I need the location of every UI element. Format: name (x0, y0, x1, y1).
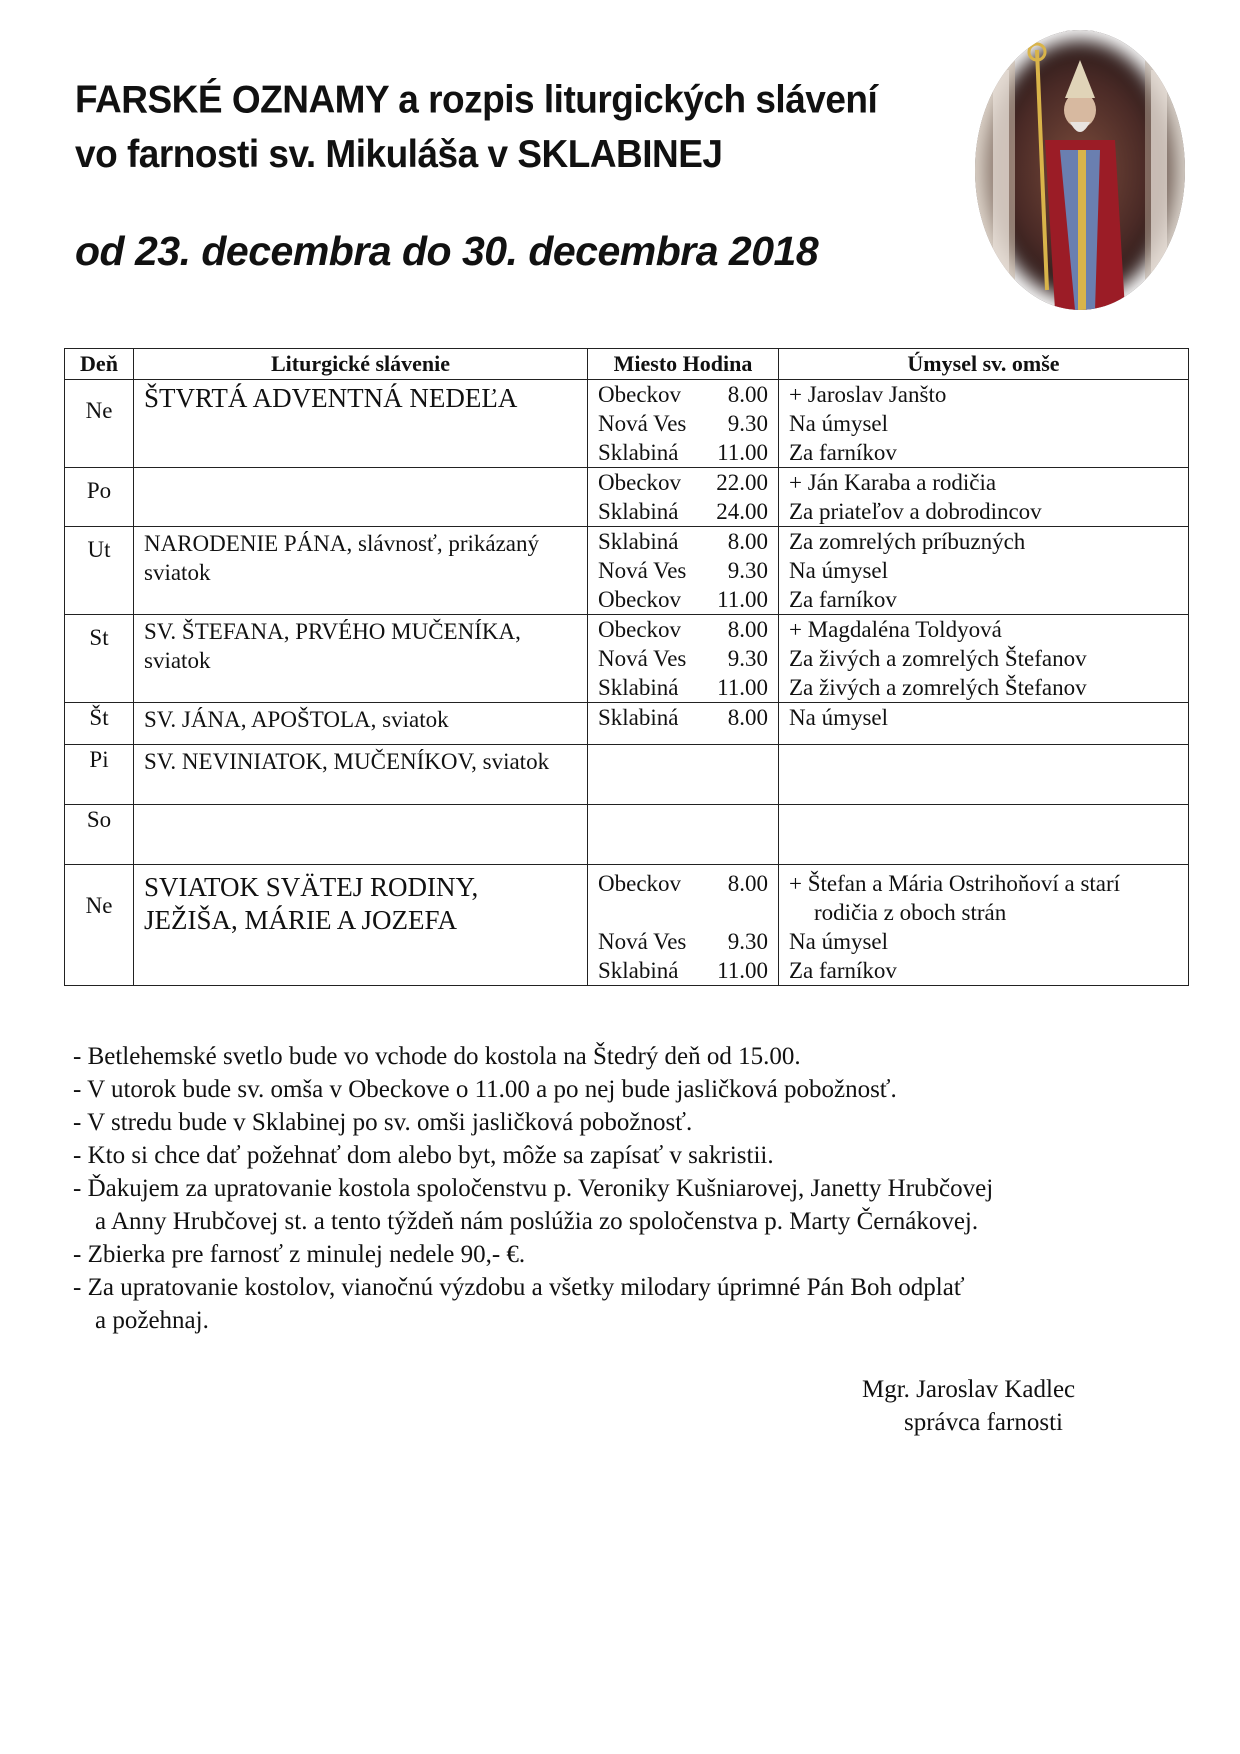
place: Sklabiná (598, 675, 679, 700)
page-title (75, 72, 975, 181)
place: Obeckov (598, 617, 682, 642)
place: Sklabiná (598, 499, 679, 524)
col-header-day: Deň (65, 349, 134, 380)
announcement-line: - V utorok bude sv. omša v Obeckove o 11.00 a po nej bude jasličková pobožnosť. (73, 1076, 897, 1103)
place: Nová Ves (598, 929, 687, 954)
table-row (65, 805, 1189, 865)
intention: + Jaroslav Janšto (789, 382, 947, 407)
table-header-row (65, 349, 1189, 380)
col-header-place-time: Miesto Hodina (588, 349, 779, 380)
intention-cell (779, 380, 1189, 468)
place: Obeckov (598, 871, 682, 896)
date-range: od 23. decembra do 30. decembra 2018 (75, 228, 819, 274)
time: 9.30 (727, 558, 768, 583)
title-line-1: FARSKÉ OZNAMY a rozpis liturgických slávení (75, 77, 878, 121)
place-cell (588, 615, 779, 703)
announcement-line: - Za upratovanie kostolov, vianočnú výzdobu a všetky milodary úprimné Pán Boh odplať (73, 1274, 965, 1301)
day-label: Ne (85, 893, 113, 918)
place: Nová Ves (598, 558, 687, 583)
celebration-cell (134, 865, 588, 986)
place-cell (588, 745, 779, 805)
announcement-line: - V stredu bude v Sklabinej po sv. omši jasličková pobožnosť. (73, 1109, 693, 1136)
day-label: Po (86, 478, 112, 503)
place: Nová Ves (598, 646, 687, 671)
announcement-line: - Kto si chce dať požehnať dom alebo byt, môže sa zapísať v sakristii. (73, 1142, 774, 1169)
intention: + Ján Karaba a rodičia (789, 470, 997, 495)
intention: Na úmysel (789, 929, 889, 954)
intention-cell (779, 615, 1189, 703)
day-cell (65, 380, 134, 468)
time: 11.00 (717, 587, 768, 612)
intention: Za živých a zomrelých Štefanov (789, 675, 1087, 700)
place: Sklabiná (598, 958, 679, 983)
day-label: Št (89, 705, 109, 730)
table-row (65, 615, 1189, 703)
day-cell (65, 615, 134, 703)
liturgy-schedule-table (64, 348, 1189, 986)
intention: Na úmysel (789, 558, 889, 583)
day-label: So (86, 807, 112, 832)
day-label: Pi (89, 747, 109, 772)
place-cell (588, 703, 779, 745)
celebration-line: SVIATOK SVÄTEJ RODINY, (144, 872, 479, 902)
time: 8.00 (727, 617, 768, 642)
celebration-cell: ŠTVRTÁ ADVENTNÁ NEDEĽA (134, 380, 588, 468)
day-cell (65, 745, 134, 805)
day-label: Ne (85, 398, 113, 423)
celebration-cell: SV. JÁNA, APOŠTOLA, sviatok (134, 703, 588, 745)
announcements (73, 1040, 1203, 1337)
day-cell (65, 527, 134, 615)
announcement-line: - Betlehemské svetlo bude vo vchode do kostola na Štedrý deň od 15.00. (73, 1043, 801, 1070)
intention: Za zomrelých príbuzných (789, 529, 1026, 554)
announcement-line: a Anny Hrubčovej st. a tento týždeň nám poslúžia zo spoločenstva p. Marty Černákovej. (95, 1208, 979, 1235)
time: 22.00 (716, 470, 768, 495)
place: Sklabiná (598, 440, 679, 465)
intention: Za farníkov (789, 958, 897, 983)
time: 24.00 (716, 499, 768, 524)
time: 11.00 (717, 675, 768, 700)
announcement-line: a požehnaj. (95, 1307, 209, 1334)
intention-cell (779, 745, 1189, 805)
time: 8.00 (727, 705, 768, 730)
statue-drawing (975, 30, 1185, 310)
place-cell (588, 805, 779, 865)
place: Nová Ves (598, 411, 687, 436)
place-cell (588, 865, 779, 986)
time: 9.30 (727, 646, 768, 671)
col-header-celebration: Liturgické slávenie (134, 349, 588, 380)
celebration-cell: SV. ŠTEFANA, PRVÉHO MUČENÍKA, sviatok (134, 615, 588, 703)
day-cell (65, 805, 134, 865)
title-line-2: vo farnosti sv. Mikuláša v SKLABINEJ (75, 132, 723, 176)
day-cell (65, 703, 134, 745)
celebration-line: JEŽIŠA, MÁRIE A JOZEFA (144, 905, 458, 935)
intention-cell (779, 468, 1189, 527)
table-row (65, 703, 1189, 745)
signature (862, 1373, 1202, 1439)
intention-cell (779, 527, 1189, 615)
celebration-cell (134, 805, 588, 865)
announcement-line: - Ďakujem za upratovanie kostola spoločenstvu p. Veroniky Kušniarovej, Janetty Hrubčovej (73, 1175, 994, 1202)
day-cell (65, 468, 134, 527)
intention: rodičia z oboch strán (814, 900, 1007, 925)
intention: Na úmysel (789, 411, 889, 436)
time: 8.00 (727, 871, 768, 896)
day-label: St (89, 625, 109, 650)
intention-cell (779, 703, 1189, 745)
signature-name: Mgr. Jaroslav Kadlec (862, 1376, 1076, 1403)
day-cell (65, 865, 134, 986)
time: 8.00 (727, 382, 768, 407)
intention: + Magdaléna Toldyová (789, 617, 1002, 642)
table-row (65, 527, 1189, 615)
intention: Za farníkov (789, 587, 897, 612)
time: 8.00 (727, 529, 768, 554)
place-cell (588, 468, 779, 527)
table-row (65, 468, 1189, 527)
day-label: Ut (87, 537, 111, 562)
table-row (65, 865, 1189, 986)
intention-cell (779, 865, 1189, 986)
place: Sklabiná (598, 705, 679, 730)
table-row (65, 380, 1189, 468)
place: Obeckov (598, 470, 682, 495)
intention: + Štefan a Mária Ostrihoňoví a starí (789, 871, 1121, 896)
time: 11.00 (717, 958, 768, 983)
time: 11.00 (717, 440, 768, 465)
intention-cell (779, 805, 1189, 865)
celebration-cell: SV. NEVINIATOK, MUČENÍKOV, sviatok (134, 745, 588, 805)
time: 9.30 (727, 411, 768, 436)
saint-nicholas-statue-icon (975, 30, 1185, 310)
place: Obeckov (598, 382, 682, 407)
announcement-line: - Zbierka pre farnosť z minulej nedele 90,- €. (73, 1241, 526, 1268)
col-header-intention: Úmysel sv. omše (779, 349, 1189, 380)
intention: Za farníkov (789, 440, 897, 465)
celebration-cell: NARODENIE PÁNA, slávnosť, prikázaný sviatok (134, 527, 588, 615)
place-cell (588, 527, 779, 615)
intention: Za živých a zomrelých Štefanov (789, 646, 1087, 671)
place: Sklabiná (598, 529, 679, 554)
intention: Za priateľov a dobrodincov (789, 499, 1042, 524)
time: 9.30 (727, 929, 768, 954)
table-row (65, 745, 1189, 805)
celebration-cell (134, 468, 588, 527)
place-cell (588, 380, 779, 468)
intention: Na úmysel (789, 705, 889, 730)
signature-role: správca farnosti (904, 1409, 1063, 1436)
place: Obeckov (598, 587, 682, 612)
